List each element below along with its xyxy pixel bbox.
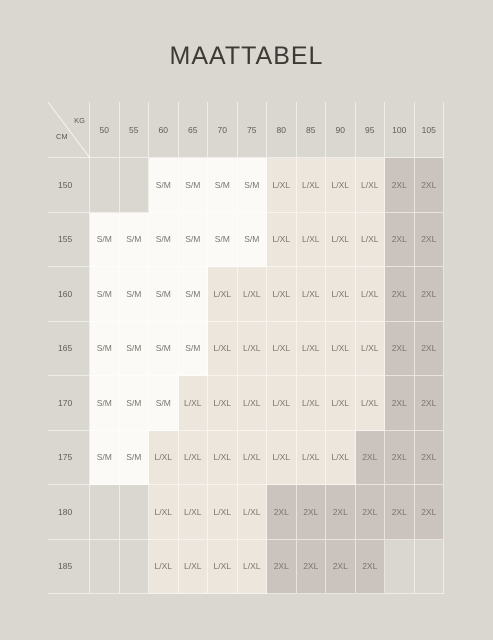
size-cell: 2XL	[385, 158, 415, 213]
size-cell: S/M	[208, 158, 238, 213]
size-cell: L/XL	[356, 267, 386, 322]
size-cell: S/M	[120, 376, 150, 431]
size-cell: 2XL	[415, 485, 445, 540]
size-cell: S/M	[179, 322, 209, 377]
size-cell: L/XL	[149, 431, 179, 486]
size-cell: L/XL	[238, 431, 268, 486]
weight-header: 105	[415, 102, 445, 158]
size-cell: L/XL	[267, 322, 297, 377]
size-cell: L/XL	[208, 322, 238, 377]
size-cell: 2XL	[385, 485, 415, 540]
size-cell: S/M	[149, 322, 179, 377]
height-header: 160	[48, 267, 90, 322]
size-cell: S/M	[120, 431, 150, 486]
size-cell: 2XL	[267, 485, 297, 540]
weight-header: 100	[385, 102, 415, 158]
size-cell	[415, 540, 445, 595]
size-cell: 2XL	[415, 213, 445, 268]
weight-header: 90	[326, 102, 356, 158]
weight-header: 70	[208, 102, 238, 158]
size-cell: 2XL	[385, 431, 415, 486]
weight-header: 95	[356, 102, 386, 158]
height-header: 185	[48, 540, 90, 595]
size-cell: S/M	[149, 376, 179, 431]
size-cell: L/XL	[238, 322, 268, 377]
size-cell: 2XL	[297, 485, 327, 540]
size-cell: L/XL	[326, 213, 356, 268]
size-cell: 2XL	[385, 267, 415, 322]
size-cell: S/M	[149, 213, 179, 268]
size-cell: 2XL	[385, 322, 415, 377]
size-cell: S/M	[179, 158, 209, 213]
size-cell: 2XL	[297, 540, 327, 595]
size-cell: 2XL	[356, 540, 386, 595]
size-cell: L/XL	[238, 540, 268, 595]
size-cell: 2XL	[356, 485, 386, 540]
size-cell: S/M	[90, 376, 120, 431]
diagonal-divider	[48, 102, 90, 158]
size-cell: 2XL	[415, 431, 445, 486]
size-cell: L/XL	[297, 322, 327, 377]
size-cell: L/XL	[179, 376, 209, 431]
size-cell	[120, 540, 150, 595]
size-cell: S/M	[120, 213, 150, 268]
size-cell: 2XL	[326, 540, 356, 595]
size-cell: L/XL	[326, 267, 356, 322]
height-header: 175	[48, 431, 90, 486]
size-cell: L/XL	[208, 376, 238, 431]
size-cell: L/XL	[238, 376, 268, 431]
size-cell: L/XL	[238, 267, 268, 322]
size-cell: L/XL	[297, 267, 327, 322]
weight-axis-label: KG	[74, 116, 85, 125]
weight-header: 85	[297, 102, 327, 158]
size-cell: L/XL	[297, 158, 327, 213]
weight-header: 80	[267, 102, 297, 158]
size-cell: L/XL	[179, 485, 209, 540]
size-cell: L/XL	[179, 540, 209, 595]
size-cell: 2XL	[415, 376, 445, 431]
size-cell: L/XL	[297, 213, 327, 268]
weight-header: 60	[149, 102, 179, 158]
size-cell: S/M	[179, 213, 209, 268]
page-title: MAATTABEL	[169, 42, 324, 70]
size-cell: L/XL	[326, 376, 356, 431]
size-cell	[120, 485, 150, 540]
weight-header: 75	[238, 102, 268, 158]
size-cell: L/XL	[356, 213, 386, 268]
size-cell: L/XL	[208, 431, 238, 486]
weight-header: 55	[120, 102, 150, 158]
size-cell: 2XL	[356, 431, 386, 486]
table-corner	[48, 102, 90, 158]
size-cell	[90, 485, 120, 540]
size-cell: L/XL	[297, 376, 327, 431]
height-header: 155	[48, 213, 90, 268]
height-header: 150	[48, 158, 90, 213]
size-table	[48, 102, 444, 640]
size-cell: S/M	[120, 322, 150, 377]
size-cell: L/XL	[208, 540, 238, 595]
size-cell: L/XL	[267, 158, 297, 213]
height-header: 170	[48, 376, 90, 431]
size-cell: 2XL	[385, 376, 415, 431]
size-cell: L/XL	[356, 158, 386, 213]
size-cell: L/XL	[149, 540, 179, 595]
height-header: 165	[48, 322, 90, 377]
size-cell: S/M	[90, 431, 120, 486]
size-cell	[90, 540, 120, 595]
height-header: 180	[48, 485, 90, 540]
size-cell: 2XL	[267, 540, 297, 595]
size-cell: S/M	[90, 322, 120, 377]
size-cell: L/XL	[179, 431, 209, 486]
size-cell: S/M	[90, 267, 120, 322]
size-cell: L/XL	[267, 213, 297, 268]
size-cell: S/M	[238, 158, 268, 213]
size-cell: S/M	[238, 213, 268, 268]
size-cell: L/XL	[326, 431, 356, 486]
size-cell	[120, 158, 150, 213]
size-cell: 2XL	[326, 485, 356, 540]
size-cell: L/XL	[326, 158, 356, 213]
size-cell: L/XL	[267, 376, 297, 431]
size-cell: L/XL	[238, 485, 268, 540]
size-cell: L/XL	[149, 485, 179, 540]
size-cell: L/XL	[356, 322, 386, 377]
size-cell: S/M	[120, 267, 150, 322]
size-cell: L/XL	[208, 267, 238, 322]
size-cell: L/XL	[297, 431, 327, 486]
size-cell: 2XL	[385, 213, 415, 268]
size-cell: L/XL	[356, 376, 386, 431]
size-cell: L/XL	[267, 431, 297, 486]
size-cell: L/XL	[326, 322, 356, 377]
height-axis-label: CM	[56, 132, 68, 141]
size-cell	[385, 540, 415, 595]
size-cell: S/M	[149, 158, 179, 213]
size-cell	[90, 158, 120, 213]
size-cell: 2XL	[415, 158, 445, 213]
size-cell: S/M	[149, 267, 179, 322]
size-cell: S/M	[208, 213, 238, 268]
size-cell: S/M	[179, 267, 209, 322]
size-cell: 2XL	[415, 267, 445, 322]
weight-header: 65	[179, 102, 209, 158]
size-cell: L/XL	[267, 267, 297, 322]
size-cell: S/M	[90, 213, 120, 268]
weight-header: 50	[90, 102, 120, 158]
size-cell: L/XL	[208, 485, 238, 540]
size-cell: 2XL	[415, 322, 445, 377]
